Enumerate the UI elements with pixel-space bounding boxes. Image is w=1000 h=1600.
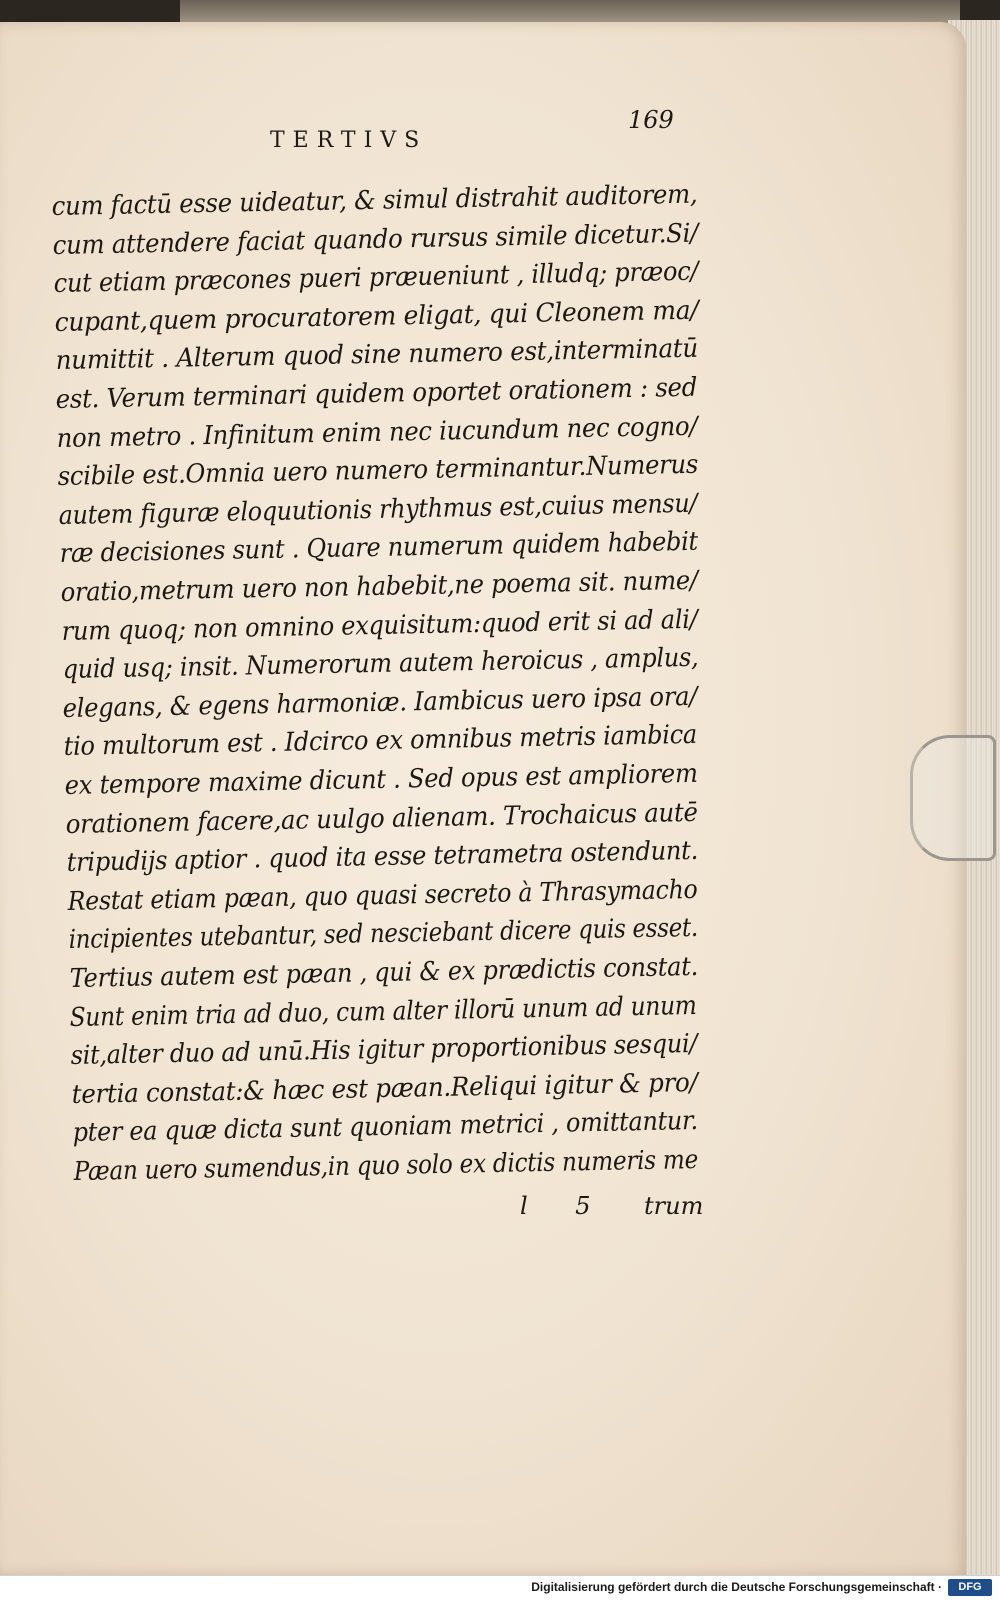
text-line: oratio,metrum uero non habebit,ne poema sit. nume/: [60, 565, 698, 608]
text-line: quid usq; insit. Numerorum autem heroicus , amplus,: [61, 642, 699, 686]
text-line: cut etiam præcones pueri præueniunt , illudq; præoc/: [53, 256, 699, 300]
text-line: Tertius autem est pæan , qui & ex prædictis constat.: [69, 951, 698, 994]
text-line: Pæan uero sumendus,in quo solo ex dictis numeris me: [73, 1145, 699, 1187]
text-line: tio multorum est . Idcirco ex omnibus metris iambica: [63, 720, 698, 763]
text-line: tripudijs aptior . quod ita esse tetrametra ostendunt.: [66, 836, 699, 879]
text-line: incipientes utebantur, sed nesciebant dicere quis esset.: [68, 913, 698, 956]
text-line: autem figuræ eloquutionis rhythmus est,cuius mensu/: [58, 488, 698, 531]
page-number: 169: [628, 106, 674, 134]
signature-mark: l 5: [520, 1192, 611, 1220]
text-line: tertia constat:& hæc est pæan.Reliqui igitur & pro/: [71, 1067, 699, 1110]
text-line: Sunt enim tria ad duo, cum alter illorū unum ad unum: [69, 990, 698, 1033]
text-line: orationem facere,ac uulgo alienam. Trochaicus autē: [65, 797, 699, 840]
text-line: cum attendere faciat quando rursus simile dicetur.Si/: [52, 218, 699, 261]
text-line: Restat etiam pæan, quo quasi secreto à Thrasymacho: [67, 874, 698, 917]
text-line: cum factū esse uideatur, & simul distrahit auditorem,: [51, 179, 698, 222]
text-line: ræ decisiones sunt . Quare numerum quidem habebit: [59, 527, 699, 570]
digitization-footer: [0, 1575, 1000, 1600]
text-line: ex tempore maxime dicunt . Sed opus est ampliorem: [64, 758, 699, 801]
catchword: trum: [644, 1192, 704, 1220]
text-line: non metro . Infinitum enim nec iucundum nec cogno/: [56, 411, 698, 454]
text-line: cupant,quem procuratorem eligat, qui Cleonem ma/: [54, 295, 699, 338]
funding-credit: Digitalisierung gefördert durch die Deutsche Forschungsgemeinschaft ·: [531, 1580, 942, 1594]
text-line: elegans, & egens harmoniæ. Iambicus uero ipsa ora/: [62, 681, 698, 724]
text-line: sit,alter duo ad unū.His igitur proportionibus sesqui/: [70, 1029, 698, 1072]
text-line: numittit . Alterum quod sine numero est,interminatū: [54, 334, 698, 377]
running-head: TERTIVS: [270, 128, 428, 153]
dfg-logo: DFG: [948, 1579, 992, 1596]
text-line: scibile est.Omnia uero numero terminantur.Numerus: [57, 449, 699, 493]
text-line: est. Verum terminari quidem oportet orationem : sed: [55, 372, 698, 415]
text-line: rum quoq; non omnino exquisitum:quod erit si ad ali/: [61, 604, 698, 647]
text-line: pter ea quæ dicta sunt quoniam metrici , omittantur.: [72, 1106, 699, 1149]
